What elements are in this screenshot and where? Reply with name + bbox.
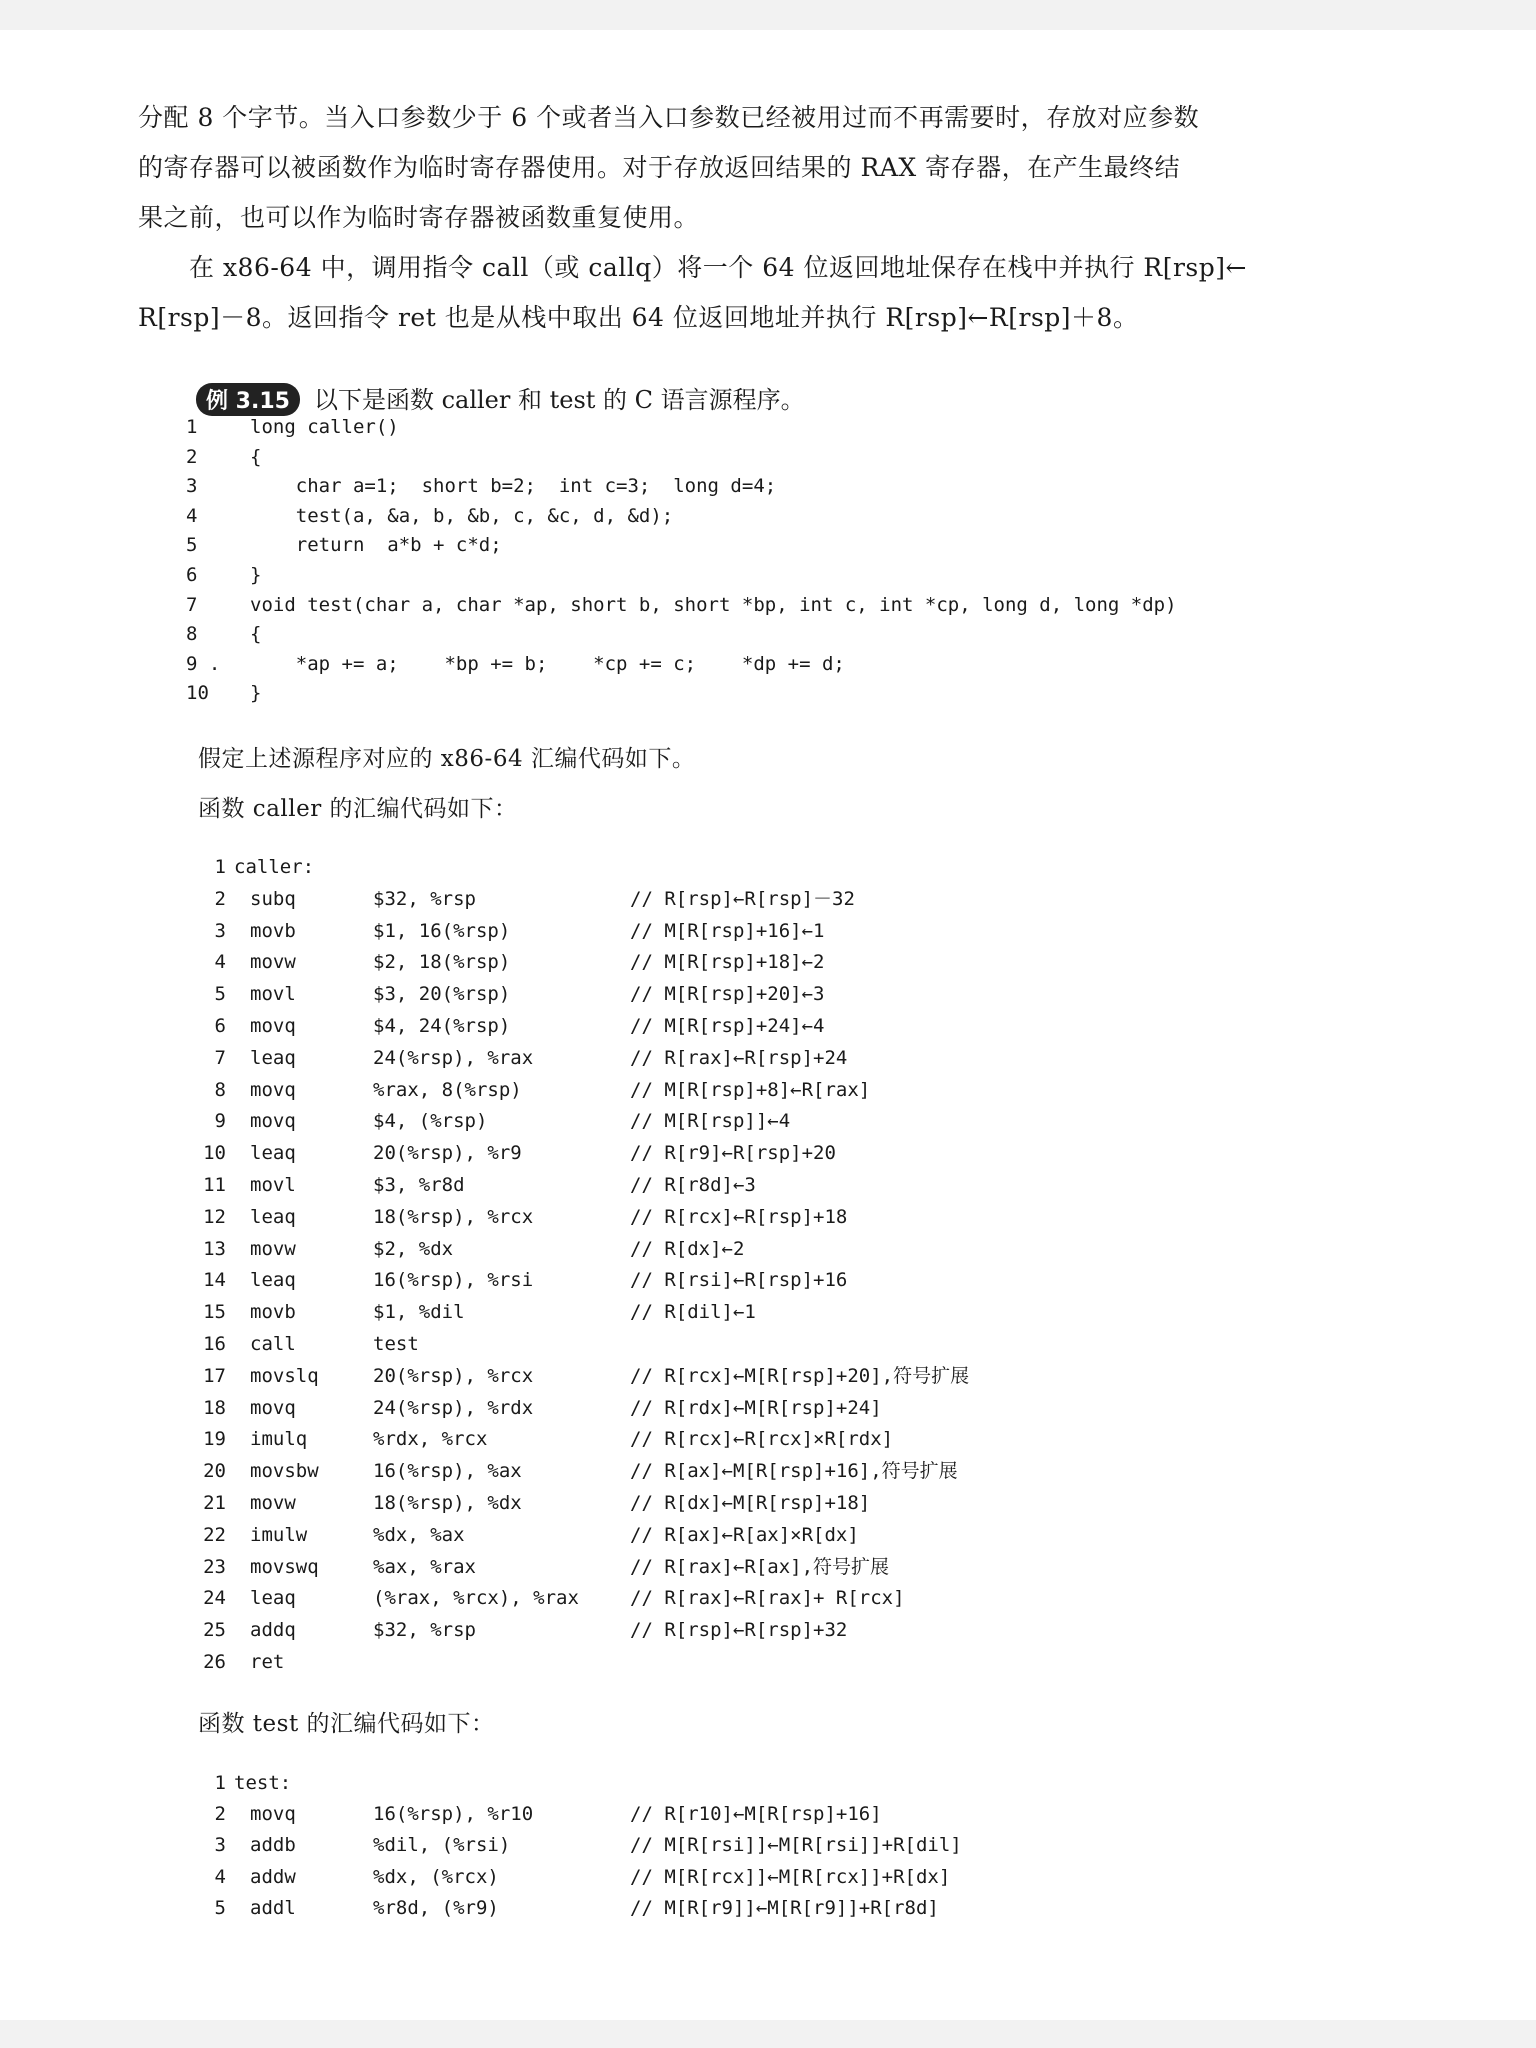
line-number: 18 [203, 1396, 226, 1419]
line-number: 10 [186, 682, 209, 705]
asm-operands: $2, %dx [373, 1237, 454, 1260]
asm-mnemonic: leaq [250, 1587, 296, 1610]
asm-operands: 20(%rsp), %rcx [373, 1364, 534, 1387]
line-number: 2 [186, 445, 198, 468]
line-number: 14 [203, 1269, 226, 1292]
asm-operands: %dx, %ax [373, 1523, 465, 1546]
line-number: 3 [214, 1834, 226, 1857]
line-number: 6 [214, 1015, 226, 1037]
line-number: 12 [203, 1205, 226, 1228]
asm-comment: // R[rsp]←R[rsp]－32 [630, 887, 855, 910]
line-number: 1 [214, 1772, 226, 1794]
line-number: 17 [203, 1364, 226, 1387]
line-number: 26 [203, 1651, 226, 1673]
asm-mnemonic: leaq [250, 1269, 296, 1292]
asm-comment: // M[R[rsp]+16]←1 [630, 919, 825, 942]
line-number: 4 [186, 504, 198, 527]
asm-mnemonic: movq [250, 1015, 296, 1037]
code-text: } [250, 682, 262, 705]
asm-operands: 20(%rsp), %r9 [373, 1142, 522, 1165]
asm-comment: // R[ax]←M[R[rsp]+16],符号扩展 [630, 1460, 958, 1483]
asm-operands: $3, 20(%rsp) [373, 983, 511, 1006]
asm-operands: %r8d, (%r9) [373, 1896, 499, 1919]
line-number: 4 [214, 951, 226, 974]
asm-operands: test [373, 1333, 419, 1355]
paragraph-line: 分配 8 个字节。当入口参数少于 6 个或者当入口参数已经被用过而不再需要时，存放对应参数 [138, 103, 1200, 132]
asm-operands: $32, %rsp [373, 1619, 476, 1642]
line-number: 5 [186, 534, 198, 557]
line-number: 2 [214, 887, 226, 910]
example-heading [196, 380, 805, 416]
asm-comment: // R[rax]←R[rsp]+24 [630, 1046, 848, 1069]
example-text: 以下是函数 caller 和 test 的 C 语言源程序。 [313, 386, 805, 414]
paragraph-line: 的寄存器可以被函数作为临时寄存器使用。对于存放返回结果的 RAX 寄存器，在产生最终结 [138, 153, 1181, 182]
asm-operands: $32, %rsp [373, 887, 476, 910]
asm-mnemonic: movb [250, 919, 296, 942]
asm-mnemonic: leaq [250, 1205, 296, 1228]
asm-mnemonic: movw [250, 1492, 296, 1514]
caller-heading: 函数 caller 的汇编代码如下： [198, 796, 518, 822]
asm-mnemonic: addw [250, 1865, 296, 1888]
asm-mnemonic: subq [250, 887, 296, 910]
asm-mnemonic: movq [250, 1803, 296, 1826]
asm-mnemonic: movl [250, 1174, 296, 1196]
line-number: 21 [203, 1492, 226, 1514]
asm-comment: // R[dil]←1 [630, 1301, 756, 1324]
asm-comment: // R[dx]←M[R[rsp]+18] [630, 1492, 871, 1514]
asm-operands: $4, 24(%rsp) [373, 1015, 511, 1037]
asm-operands: $4, (%rsp) [373, 1110, 488, 1133]
asm-mnemonic: leaq [250, 1142, 296, 1165]
asm-operands: %ax, %rax [373, 1555, 476, 1578]
code-text: char a=1; short b=2; int c=3; long d=4; [250, 475, 777, 498]
line-number: 23 [203, 1555, 226, 1578]
asm-comment: // M[R[rsi]]←M[R[rsi]]+R[dil] [630, 1834, 962, 1857]
line-number: 4 [214, 1865, 226, 1888]
code-text: } [250, 564, 262, 586]
asm-comment: // R[rdx]←M[R[rsp]+24] [630, 1396, 882, 1419]
asm-comment: // R[r8d]←3 [630, 1174, 756, 1196]
asm-comment: // M[R[rsp]+18]←2 [630, 951, 825, 974]
asm-mnemonic: movw [250, 1237, 296, 1260]
code-text: long caller() [250, 416, 399, 438]
asm-operands: 24(%rsp), %rdx [373, 1396, 534, 1419]
asm-mnemonic: movswq [250, 1555, 319, 1578]
text-after-source: 假定上述源程序对应的 x86-64 汇编代码如下。 [198, 746, 696, 772]
asm-mnemonic: movl [250, 983, 296, 1006]
asm-comment: // R[r10]←M[R[rsp]+16] [630, 1803, 882, 1826]
paragraph-line: R[rsp]－8。返回指令 ret 也是从栈中取出 64 位返回地址并执行 R[rsp]←R[rsp]＋8。 [138, 303, 1139, 332]
asm-label: test: [234, 1772, 292, 1794]
asm-comment: // R[r9]←R[rsp]+20 [630, 1142, 836, 1165]
line-number: 8 [214, 1078, 226, 1101]
asm-mnemonic: imulq [250, 1428, 308, 1451]
asm-mnemonic: call [250, 1333, 296, 1355]
line-number: 2 [214, 1803, 226, 1826]
asm-comment: // R[rsp]←R[rsp]+32 [630, 1619, 848, 1642]
document-page [0, 30, 1536, 2020]
asm-mnemonic: movb [250, 1301, 296, 1324]
line-number: 7 [214, 1046, 226, 1069]
line-number: 1 [214, 856, 226, 878]
asm-operands: 18(%rsp), %dx [373, 1492, 522, 1514]
asm-operands: 16(%rsp), %r10 [373, 1803, 534, 1826]
asm-mnemonic: movsbw [250, 1460, 319, 1483]
line-number: 25 [203, 1619, 226, 1642]
asm-mnemonic: addq [250, 1619, 296, 1642]
line-number: 24 [203, 1587, 226, 1610]
line-number: 15 [203, 1301, 226, 1324]
asm-operands: 24(%rsp), %rax [373, 1046, 534, 1069]
asm-operands: %dx, (%rcx) [373, 1865, 499, 1888]
asm-mnemonic: movq [250, 1078, 296, 1101]
asm-mnemonic: movq [250, 1396, 296, 1419]
asm-operands: %rdx, %rcx [373, 1428, 488, 1451]
code-text: return a*b + c*d; [250, 534, 502, 557]
asm-operands: 16(%rsp), %rsi [373, 1269, 534, 1292]
line-number: 1 [186, 416, 198, 438]
line-number: 6 [186, 564, 198, 586]
asm-comment: // R[dx]←2 [630, 1237, 745, 1260]
asm-comment: // M[R[rsp]+24]←4 [630, 1015, 825, 1037]
line-number: 3 [214, 919, 226, 942]
asm-comment: // M[R[rcx]]←M[R[rcx]]+R[dx] [630, 1865, 951, 1888]
asm-comment: // R[rsi]←R[rsp]+16 [630, 1269, 848, 1292]
line-number: 11 [203, 1174, 226, 1196]
paragraph-line: 果之前，也可以作为临时寄存器被函数重复使用。 [138, 203, 700, 232]
asm-operands: $2, 18(%rsp) [373, 951, 511, 974]
line-number: 5 [214, 1896, 226, 1919]
line-number: 7 [186, 593, 198, 616]
asm-operands: $1, %dil [373, 1301, 465, 1324]
asm-comment: // M[R[rsp]+8]←R[rax] [630, 1078, 871, 1101]
asm-operands: (%rax, %rcx), %rax [373, 1587, 579, 1610]
line-number: 9 [214, 1110, 226, 1133]
code-text: test(a, &a, b, &b, c, &c, d, &d); [250, 504, 674, 527]
asm-mnemonic: addl [250, 1896, 296, 1919]
asm-comment: // M[R[rsp]+20]←3 [630, 983, 825, 1006]
asm-comment: // R[rax]←R[ax],符号扩展 [630, 1555, 890, 1578]
asm-comment: // R[rcx]←M[R[rsp]+20],符号扩展 [630, 1364, 970, 1387]
line-number: 10 [203, 1142, 226, 1165]
asm-label: caller: [234, 856, 315, 878]
asm-mnemonic: ret [250, 1651, 285, 1673]
line-number: 9 . [186, 652, 221, 675]
asm-comment: // R[ax]←R[ax]×R[dx] [630, 1523, 859, 1546]
asm-mnemonic: imulw [250, 1523, 308, 1546]
asm-mnemonic: leaq [250, 1046, 296, 1069]
line-number: 3 [186, 475, 198, 498]
paragraph-line: 在 x86-64 中，调用指令 call（或 callq）将一个 64 位返回地址保存在栈中并执行 R[rsp]← [138, 253, 1247, 282]
asm-comment: // R[rcx]←R[rcx]×R[rdx] [630, 1428, 894, 1451]
asm-operands: 18(%rsp), %rcx [373, 1205, 534, 1228]
asm-comment: // M[R[r9]]←M[R[r9]]+R[r8d] [630, 1896, 939, 1919]
line-number: 22 [203, 1523, 226, 1546]
line-number: 8 [186, 623, 198, 646]
code-text: { [250, 445, 262, 468]
code-text: { [250, 623, 262, 646]
code-text: *ap += a; *bp += b; *cp += c; *dp += d; [250, 652, 845, 675]
asm-operands: %rax, 8(%rsp) [373, 1078, 522, 1101]
example-badge: 例 3.15 [196, 383, 300, 416]
asm-comment: // M[R[rsp]]←4 [630, 1110, 791, 1133]
asm-operands: %dil, (%rsi) [373, 1834, 511, 1857]
asm-comment: // R[rcx]←R[rsp]+18 [630, 1205, 848, 1228]
line-number: 20 [203, 1460, 226, 1483]
asm-mnemonic: movslq [250, 1364, 319, 1387]
line-number: 16 [203, 1333, 226, 1355]
asm-operands: $1, 16(%rsp) [373, 919, 511, 942]
asm-comment: // R[rax]←R[rax]+ R[rcx] [630, 1587, 905, 1610]
asm-operands: 16(%rsp), %ax [373, 1460, 522, 1483]
asm-mnemonic: movq [250, 1110, 296, 1133]
asm-mnemonic: addb [250, 1834, 296, 1857]
test-heading: 函数 test 的汇编代码如下： [198, 1711, 495, 1737]
asm-operands: $3, %r8d [373, 1174, 465, 1196]
line-number: 19 [203, 1428, 226, 1451]
code-text: void test(char a, char *ap, short b, short *bp, int c, int *cp, long d, long *dp) [250, 593, 1177, 616]
line-number: 13 [203, 1237, 226, 1260]
line-number: 5 [214, 983, 226, 1006]
asm-mnemonic: movw [250, 951, 296, 974]
